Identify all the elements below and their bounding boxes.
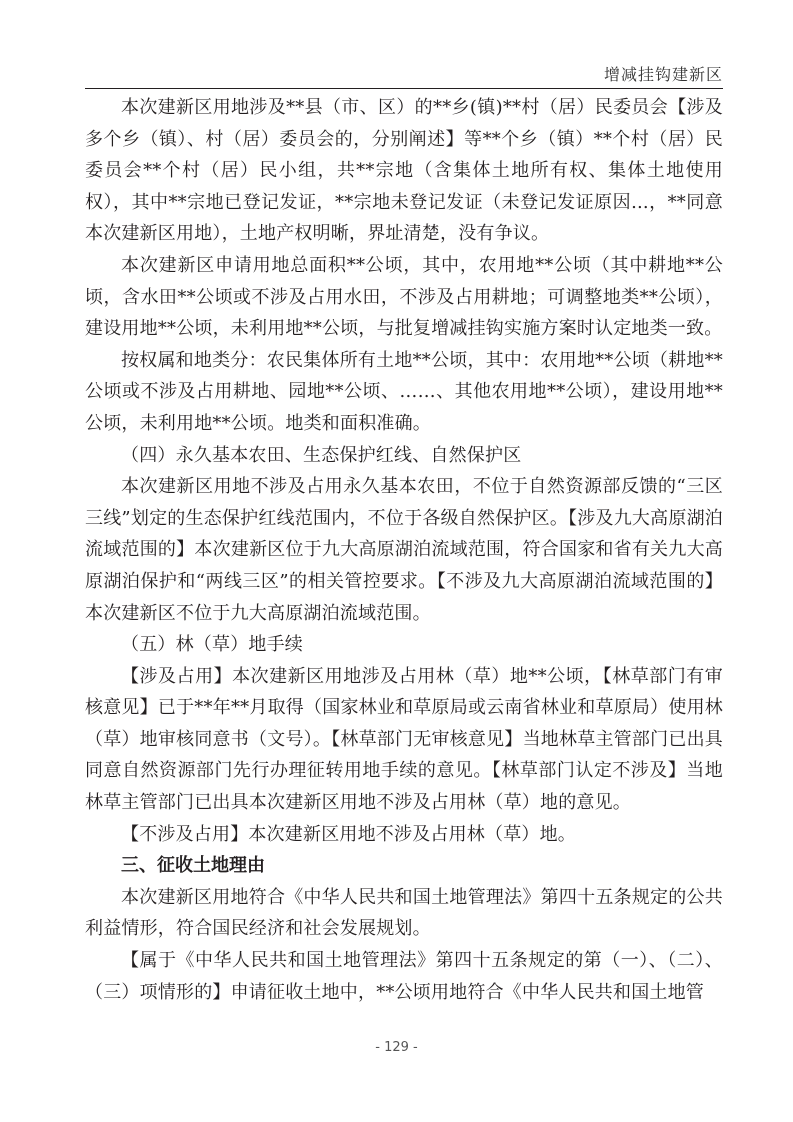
section-heading-farmland-protection: （四）永久基本农田、生态保护红线、自然保护区 bbox=[121, 444, 522, 466]
paragraph-ownership-classification: 按权属和地类分：农民集体所有土地**公顷，其中：农用地**公顷（耕地**公顷或不涉及占用耕地、园地**公顷、……、其他农用地**公顷），建设用地**公顷，未利用地**公顷。地类和面积准确。 bbox=[85, 349, 723, 434]
paragraph-farmland-protection: 本次建新区用地不涉及占用永久基本农田，不位于自然资源部反馈的“三区三线”划定的生态保护红线范围内，不位于各级自然保护区。【涉及九大高原湖泊流域范围的】本次建新区位于九大高原湖泊流域范围，符合国家和省有关九大高原湖泊保护和“两线三区”的相关管控要求。【不涉及九大高原湖泊流域范围的】本次建新区不位于九大高原湖泊流域范围。 bbox=[85, 476, 723, 624]
paragraph-forest-not-occupied: 【不涉及占用】本次建新区用地不涉及占用林（草）地。 bbox=[121, 823, 576, 845]
document-body bbox=[85, 92, 723, 1008]
paragraph-forest-occupation: 【涉及占用】本次建新区用地涉及占用林（草）地**公顷，【林草部门有审核意见】已于**年**月取得（国家林业和草原局或云南省林业和草原局）使用林（草）地审核同意书（文号）。【林草部门无审核意见】当地林草主管部门已出具同意自然资源部门先行办理征转用地手续的意见。【林草部门认定不涉及】当地林草主管部门已出具本次建新区用地不涉及占用林（草）地的意见。 bbox=[85, 665, 723, 814]
section-heading-forest-grassland: （五）林（草）地手续 bbox=[121, 634, 303, 656]
header-rule bbox=[85, 88, 723, 89]
paragraph-land-ownership: 本次建新区用地涉及**县（市、区）的**乡(镇)**村（居）民委员会【涉及多个乡（镇）、村（居）委员会的，分别阐述】等**个乡（镇）**个村（居）民委员会**个村（居）民小组，共**宗地（含集体土地所有权、集体土地使用权），其中**宗地已登记发证，**宗地未登记发证（未登记发证原因...，**同意本次建新区用地），土地产权明晰，界址清楚，没有争议。 bbox=[85, 97, 723, 245]
paragraph-land-area: 本次建新区申请用地总面积**公顷，其中，农用地**公顷（其中耕地**公顷，含水田**公顷或不涉及占用水田，不涉及占用耕地；可调整地类**公顷），建设用地**公顷，未利用地**公顷，与批复增减挂钩实施方案时认定地类一致。 bbox=[85, 254, 723, 340]
page-header bbox=[85, 62, 723, 90]
page-number: - 129 - bbox=[375, 1040, 418, 1055]
paragraph-article-45: 【属于《中华人民共和国土地管理法》第四十五条规定的第（一）、（二）、（三）项情形的】申请征收土地中，**公顷用地符合《中华人民共和国土地管 bbox=[85, 950, 723, 1003]
header-title: 增减挂钩建新区 bbox=[603, 65, 723, 84]
section-heading-expropriation-reason: 三、征收土地理由 bbox=[121, 855, 265, 877]
paragraph-public-interest: 本次建新区用地符合《中华人民共和国土地管理法》第四十五条规定的公共利益情形，符合国民经济和社会发展规划。 bbox=[85, 886, 723, 940]
